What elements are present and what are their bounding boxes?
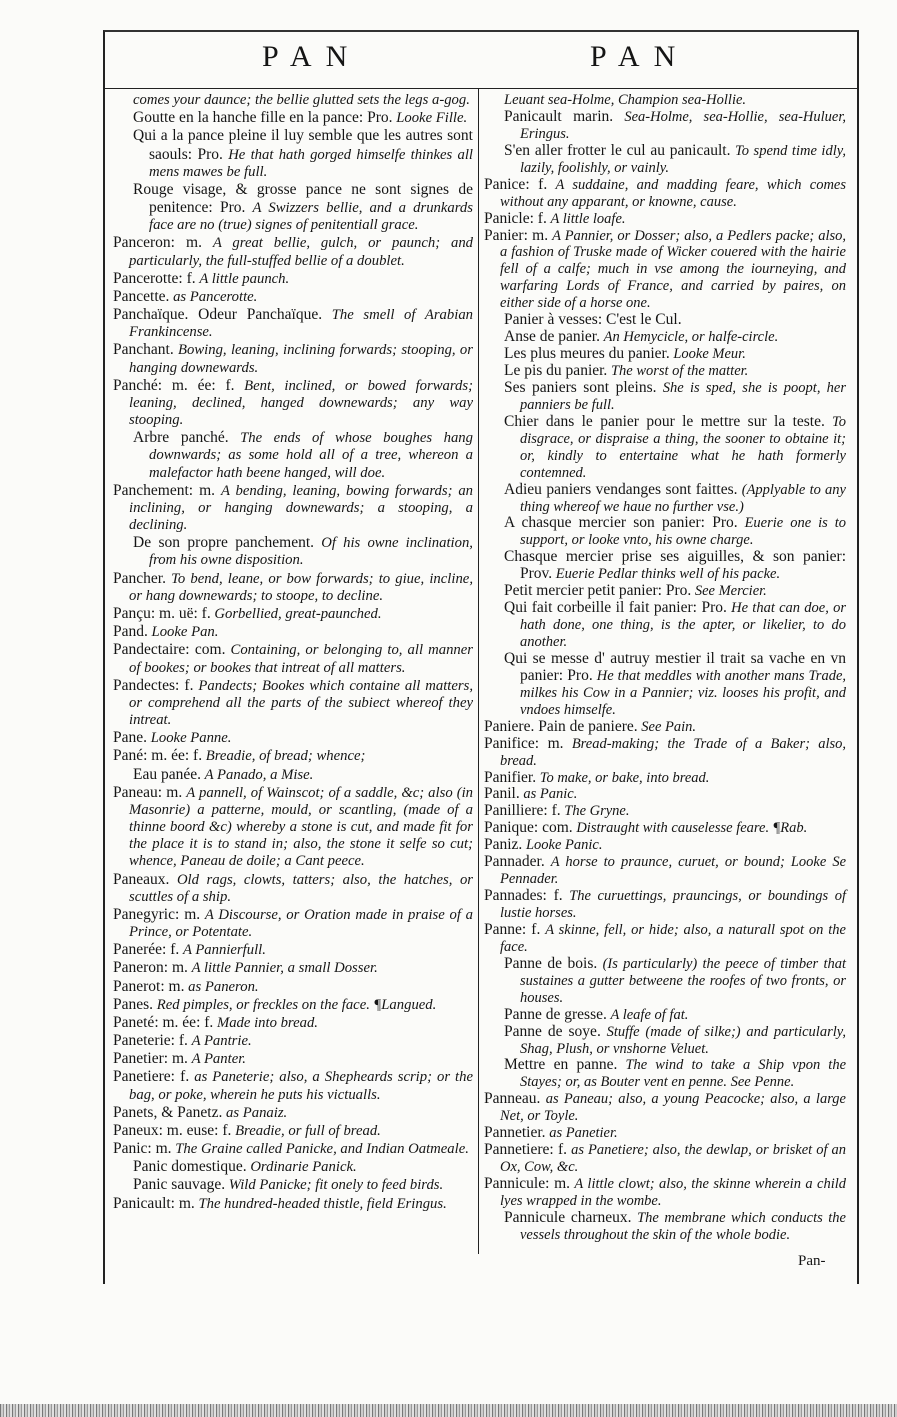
entry-headword: Pannetiere: f. <box>484 1141 568 1159</box>
entry-definition: as Paneron. <box>188 978 259 995</box>
entry-headword: Panegyric: m. <box>113 905 201 923</box>
dictionary-entry <box>113 1104 473 1122</box>
entry-definition: Distraught with causelesse feare. ¶Rab. <box>576 820 808 837</box>
left-column <box>113 92 473 1213</box>
entry-headword: Pandectaire: com. <box>113 641 226 659</box>
dictionary-entry <box>484 482 846 516</box>
dictionary-entry <box>484 515 846 549</box>
entry-definition: Looke Pan. <box>151 624 219 641</box>
dictionary-entry <box>113 534 473 569</box>
entry-definition: (Applyable to any thing whereof we haue no further vse.) <box>520 481 846 515</box>
entry-headword: Panchement: m. <box>113 481 216 499</box>
entry-definition: He that hath gorged himselfe thinkes all mens mawes be full. <box>149 146 473 180</box>
dictionary-entry <box>484 177 846 211</box>
dictionary-entry <box>113 482 473 535</box>
dictionary-entry <box>484 956 846 1007</box>
dictionary-entry <box>484 719 846 736</box>
entry-headword: Panetier: m. <box>113 1050 188 1068</box>
dictionary-entry <box>484 549 846 583</box>
entry-definition: Gorbellied, great-paunched. <box>214 605 382 622</box>
entry-definition: He that can doe, or hath done, one thing, is the apter, or likelier, to do another. <box>520 600 846 650</box>
entry-headword: Qui fait corbeille il fait panier: Pro. <box>504 599 727 617</box>
dictionary-entry <box>113 978 473 996</box>
dictionary-entry <box>484 1024 846 1058</box>
dictionary-entry <box>113 959 473 977</box>
dictionary-entry <box>113 605 473 623</box>
entry-headword: Pancher. <box>113 569 166 587</box>
dictionary-entry <box>484 770 846 787</box>
entry-definition: Looke Fille. <box>396 110 468 127</box>
dictionary-entry <box>113 747 473 765</box>
entry-headword: Panetiere: f. <box>113 1068 190 1086</box>
entry-definition: To bend, leane, or bow forwards; to giue, incline, or hang downewards; to stoope, to decline. <box>129 570 473 604</box>
dictionary-entry <box>113 92 473 109</box>
entry-definition: Stuffe (made of silke;) and particularly, Shag, Plush, or vnshorne Veluet. <box>520 1023 847 1057</box>
dictionary-entry <box>113 1140 473 1158</box>
entry-headword: Le pis du panier. <box>504 362 608 379</box>
dictionary-entry <box>113 1050 473 1068</box>
entry-headword: Panets, & Panetz. <box>113 1103 223 1121</box>
entry-headword: Panerot: m. <box>113 977 185 995</box>
dictionary-entry <box>113 270 473 288</box>
entry-headword: Panier à vesses: C'est le Cul. <box>504 311 682 329</box>
entry-definition: Looke Meur. <box>673 346 746 363</box>
entry-headword: Panne de soye. <box>504 1022 601 1040</box>
entry-definition: See Pain. <box>641 718 697 735</box>
entry-headword: Qui se messe d' autruy mestier il trait sa vache en vn panier: Pro. <box>504 649 846 684</box>
entry-headword: Paneterie: f. <box>113 1032 188 1050</box>
dictionary-entry <box>484 1091 846 1125</box>
entry-definition: The hundred-headed thistle, field Eringus. <box>198 1195 447 1212</box>
entry-headword: Panique: com. <box>484 819 573 837</box>
entry-headword: Petit mercier petit panier: Pro. <box>504 582 692 600</box>
entry-headword: Panier: m. <box>484 226 549 244</box>
dictionary-entry <box>113 234 473 269</box>
entry-headword: Pancette. <box>113 287 170 305</box>
dictionary-entry <box>484 1057 846 1091</box>
dictionary-entry <box>113 288 473 306</box>
dictionary-entry <box>113 1176 473 1194</box>
dictionary-entry <box>484 1142 846 1176</box>
dictionary-entry <box>484 888 846 922</box>
entry-definition: Breadie, of bread; whence; <box>205 748 366 765</box>
entry-headword: Panifier. <box>484 768 537 786</box>
entry-headword: Panic sauvage. <box>133 1176 226 1194</box>
entry-headword: Panerée: f. <box>113 941 180 959</box>
entry-definition: The ends of whose boughes hang downwards; as some hold all of a tree, whereon a malefactor hath beene hanged, will doe. <box>149 430 473 481</box>
entry-definition: Of his owne inclination, from his owne disposition. <box>149 535 473 569</box>
entry-headword: Panifice: m. <box>484 734 564 752</box>
dictionary-entry <box>113 570 473 605</box>
entry-definition: A Pantrie. <box>191 1033 252 1050</box>
dictionary-entry <box>113 306 473 341</box>
dictionary-entry <box>113 429 473 482</box>
entry-headword: Panic: m. <box>113 1140 172 1158</box>
entry-headword: Panil. <box>484 785 520 803</box>
entry-headword: Pannicule charneux. <box>504 1208 632 1226</box>
entry-headword: S'en aller frotter le cul au panicault. <box>504 141 731 159</box>
entry-definition: A horse to praunce, curuet, or bound; Looke Se Pennader. <box>500 854 847 888</box>
entry-headword: Panne de gresse. <box>504 1005 607 1023</box>
entry-definition: A pannell, of Wainscot; of a saddle, &c; also (in Masonrie) a patterne, mould, or scantling, (made of a thinne boord &c) whereby a stone is cut, and made fit for the place it is to stand in; also, the stone it selfe so cut; whence, Paneau de doile; a Cant peece. <box>129 784 474 870</box>
entry-definition: The Gryne. <box>564 803 630 820</box>
entry-headword: Arbre panché. <box>133 429 229 447</box>
entry-definition: To make, or bake, into bread. <box>539 769 710 786</box>
dictionary-entry <box>484 346 846 363</box>
dictionary-entry <box>113 1014 473 1032</box>
entry-headword: Panicault marin. <box>504 107 614 125</box>
entry-headword: Panic domestique. <box>133 1158 247 1176</box>
entry-definition: Red pimples, or freckles on the face. ¶Langued. <box>156 996 437 1013</box>
entry-headword: Panché: m. ée: f. <box>113 376 235 394</box>
catchword: Pan- <box>798 1253 826 1269</box>
entry-definition: She is sped, she is poopt, her panniers be full. <box>520 379 847 413</box>
entry-definition: Sea-Holme, sea-Hollie, sea-Huluer, Eringus. <box>520 108 847 142</box>
dictionary-entry <box>113 127 473 181</box>
header-rule <box>103 88 857 89</box>
entry-definition: Looke Panic. <box>525 837 603 854</box>
entry-headword: Panchaïque. Odeur Panchaïque. <box>113 306 323 324</box>
entry-headword: Paneau: m. <box>113 783 183 801</box>
entry-definition: The smell of Arabian Frankincense. <box>129 307 474 341</box>
dictionary-entry <box>484 143 846 177</box>
entry-headword: Pandectes: f. <box>113 676 194 694</box>
entry-definition: Euerie one is to support, or looke vnto, his owne charge. <box>520 515 846 549</box>
entry-definition: The membrane which conducts the vessels throughout the skin of the whole bodie. <box>520 1209 846 1243</box>
entry-definition: A Panado, a Mise. <box>204 766 314 783</box>
entry-definition: A Swizzers bellie, and a drunkards face are no (true) signes of penitentiall grace. <box>149 200 473 234</box>
column-divider <box>478 88 479 1254</box>
entry-definition: Ordinarie Panick. <box>250 1159 357 1176</box>
dictionary-entry <box>113 941 473 959</box>
entry-headword: Chier dans le panier pour le mettre sur la teste. <box>504 412 825 430</box>
dictionary-entry <box>484 109 846 143</box>
dictionary-entry <box>484 651 846 719</box>
entry-headword: Pancerotte: f. <box>113 269 196 287</box>
entry-headword: Pançu: m. uë: f. <box>113 604 211 622</box>
dictionary-entry <box>484 414 846 482</box>
dictionary-entry <box>113 641 473 676</box>
entry-definition: Bowing, leaning, inclining forwards; stooping, or hanging downewards. <box>129 342 473 376</box>
entry-headword: Paniz. <box>484 836 523 854</box>
dictionary-entry <box>484 736 846 770</box>
entry-headword: Panicault: m. <box>113 1194 195 1212</box>
entry-headword: Chasque mercier prise ses aiguilles, & son panier: Prov. <box>504 548 846 583</box>
dictionary-entry <box>113 1068 473 1103</box>
dictionary-entry <box>484 1210 846 1244</box>
entry-headword: Pané: m. ée: f. <box>113 747 203 765</box>
dictionary-entry <box>113 871 473 906</box>
entry-definition: A Pannier, or Dosser; also, a Pedlers packe; also, a fashion of Truske made of Wicker couered with the hairie fell of a calfe; much in vse among the iourneying, and warfaring Lords of France, and carried by paires, on either side of a horse one. <box>500 227 846 312</box>
entry-headword: Panchant. <box>113 341 174 359</box>
entry-headword: Paneté: m. ée: f. <box>113 1013 214 1031</box>
entry-definition: A little paunch. <box>199 270 290 287</box>
entry-definition: Breadie, or full of bread. <box>235 1122 381 1139</box>
entry-definition: A skinne, fell, or hide; also, a naturall spot on the face. <box>500 921 846 955</box>
dictionary-entry <box>484 363 846 380</box>
entry-headword: Pannader. <box>484 853 545 871</box>
dictionary-entry <box>113 1032 473 1050</box>
entry-headword: Paniere. Pain de paniere. <box>484 717 638 735</box>
entry-definition: as Pancerotte. <box>173 288 258 305</box>
entry-headword: Panne: f. <box>484 920 541 938</box>
dictionary-entry <box>484 922 846 956</box>
dictionary-entry <box>113 1122 473 1140</box>
dictionary-entry <box>484 312 846 329</box>
dictionary-entry <box>113 623 473 641</box>
dictionary-entry <box>484 820 846 837</box>
dictionary-entry <box>484 583 846 600</box>
right-column <box>484 92 846 1244</box>
entry-definition: as Panaiz. <box>226 1104 288 1121</box>
entry-definition: A suddaine, and madding feare, which comes without any apparant, or knowne, cause. <box>500 176 846 210</box>
entry-definition: (Is particularly) the peece of timber that sustaines a gutter betweene the roofes of two fronts, or houses. <box>520 955 846 1006</box>
dictionary-entry <box>113 181 473 235</box>
dictionary-entry <box>113 1158 473 1176</box>
entry-headword: Pannetier. <box>484 1124 546 1142</box>
entry-definition: as Panetiere; also, the dewlap, or brisket of an Ox, Cow, &c. <box>500 1142 846 1176</box>
dictionary-entry <box>484 1125 846 1142</box>
running-head-left: PAN <box>262 40 362 73</box>
dictionary-entry <box>484 92 846 109</box>
entry-definition: A great bellie, gulch, or paunch; and particularly, the full-stuffed bellie of a doublet. <box>129 235 474 269</box>
entry-headword: Pannicule: m. <box>484 1175 571 1192</box>
entry-headword: Paneux: m. euse: f. <box>113 1121 232 1139</box>
entry-headword: Mettre en panne. <box>504 1056 618 1074</box>
entry-definition: The worst of the matter. <box>610 363 749 379</box>
entry-definition: To spend time idly, lazily, foolishly, or vainly. <box>520 142 846 176</box>
entry-definition: A little loafe. <box>550 210 626 227</box>
entry-headword: Panicle: f. <box>484 209 547 227</box>
entry-headword: Eau panée. <box>133 765 201 783</box>
dictionary-entry <box>113 729 473 747</box>
entry-headword: De son propre panchement. <box>133 534 315 552</box>
entry-definition: He that meddles with another mans Trade, milkes his Cow in a Pannier; viz. looses his profit, and vndoes himselfe. <box>520 667 847 718</box>
entry-headword: Paneron: m. <box>113 959 188 977</box>
entry-headword: Panne de bois. <box>504 954 598 972</box>
entry-headword: Panilliere: f. <box>484 802 561 820</box>
entry-headword: Pand. <box>113 623 148 641</box>
entry-headword: Qui a la pance pleine il luy semble que les autres sont saouls: Pro. <box>133 127 473 163</box>
dictionary-entry <box>484 837 846 854</box>
entry-definition: Bent, inclined, or bowed forwards; leaning, declined, hanged downewards; any way stooping. <box>129 377 473 429</box>
entry-definition: Wild Panicke; fit onely to feed birds. <box>228 1177 444 1194</box>
dictionary-entry <box>484 803 846 820</box>
entry-definition: Old rags, clowts, tatters; also, the hatches, or scuttles of a ship. <box>129 871 474 905</box>
entry-definition: as Paneau; also, a young Peacocke; also, a large Net, or Toyle. <box>500 1091 846 1125</box>
entry-headword: A chasque mercier son panier: Pro. <box>504 514 738 532</box>
dictionary-entry <box>113 377 473 430</box>
dictionary-entry <box>113 784 473 871</box>
entry-headword: Paneaux. <box>113 870 170 888</box>
dictionary-entry <box>484 1176 846 1210</box>
entry-definition: An Hemycicle, or halfe-circle. <box>603 329 779 346</box>
entry-headword: Les plus meures du panier. <box>504 345 670 363</box>
dictionary-entry <box>113 766 473 784</box>
dictionary-entry <box>113 996 473 1014</box>
running-head-right: PAN <box>590 40 690 73</box>
entry-headword: Pane. <box>113 729 148 747</box>
entry-headword: Ses paniers sont pleins. <box>504 378 657 396</box>
entry-definition: A Discourse, or Oration made in praise of a Prince, or Potentate. <box>129 906 473 941</box>
dictionary-entry <box>484 854 846 888</box>
entry-definition: The Graine called Panicke, and Indian Oatmeale. <box>175 1141 469 1158</box>
entry-definition: as Paneterie; also, a Shepheards scrip; or the bag, or poke, wherein he puts his victualls. <box>129 1069 473 1103</box>
dictionary-entry <box>113 906 473 941</box>
entry-definition: Containing, or belonging to, all manner of bookes; or bookes that intreat of all matters. <box>129 642 473 676</box>
dictionary-entry <box>113 341 473 376</box>
dictionary-entry <box>484 329 846 346</box>
dictionary-entry <box>484 228 846 313</box>
entry-headword: Rouge visage, & grosse pance ne sont signes de penitence: Pro. <box>133 180 473 217</box>
entry-headword: Goutte en la hanche fille en la pance: Pro. <box>133 109 393 127</box>
entry-definition: Euerie Pedlar thinks well of his packe. <box>555 566 781 583</box>
dictionary-entry <box>484 1007 846 1024</box>
entry-definition: as Panic. <box>523 786 578 803</box>
entry-definition: A little clowt; also, the skinne wherein a child lyes wrapped in the wombe. <box>500 1176 846 1209</box>
entry-definition: Pandects; Bookes which containe all matters, or comprehend all the parts of the subiect whereof they intreat. <box>129 677 474 729</box>
dictionary-entry <box>113 109 473 127</box>
entry-definition: comes your daunce; the bellie glutted sets the legs a-gog. <box>133 92 470 108</box>
entry-definition: Made into bread. <box>216 1014 318 1031</box>
entry-headword: Anse de panier. <box>504 328 600 346</box>
entry-definition: The wind to take a Ship vpon the Stayes; or, as Bouter vent en penne. See Penne. <box>520 1057 847 1091</box>
entry-definition: Bread-making; the Trade of a Baker; also, bread. <box>500 735 847 769</box>
entry-definition: A little Pannier, a small Dosser. <box>191 960 378 977</box>
entry-definition: The curuettings, prauncings, or boundings of lustie horses. <box>500 888 847 921</box>
dictionary-entry <box>484 211 846 228</box>
entry-headword: Pannades: f. <box>484 887 563 905</box>
entry-definition: A bending, leaning, bowing forwards; an inclining, or hanging downewards; a stooping, a declining. <box>129 482 474 534</box>
entry-headword: Panice: f. <box>484 175 548 193</box>
entry-definition: A Pannierfull. <box>182 942 266 959</box>
entry-definition: Looke Panne. <box>150 730 232 747</box>
entry-definition: as Panetier. <box>549 1125 618 1142</box>
entry-headword: Panes. <box>113 995 154 1013</box>
dictionary-entry <box>484 786 846 803</box>
entry-definition: To disgrace, or dispraise a thing, the sooner to obtaine it; or, kindly to entertaine what he hath formerly contemned. <box>520 413 846 481</box>
dictionary-entry <box>113 677 473 730</box>
entry-headword: Adieu paniers vendanges sont faittes. <box>504 480 738 498</box>
dictionary-entry <box>484 600 846 651</box>
scan-edge-strip <box>0 1404 897 1417</box>
entry-definition: A leafe of fat. <box>610 1006 689 1023</box>
entry-definition: See Mercier. <box>694 583 767 600</box>
entry-headword: Panneau. <box>484 1090 541 1108</box>
entry-headword: Panceron: m. <box>113 234 202 252</box>
dictionary-entry <box>113 1195 473 1213</box>
entry-definition: A Panter. <box>191 1051 246 1068</box>
dictionary-entry <box>484 380 846 414</box>
entry-definition: Leuant sea-Holme, Champion sea-Hollie. <box>504 92 747 108</box>
